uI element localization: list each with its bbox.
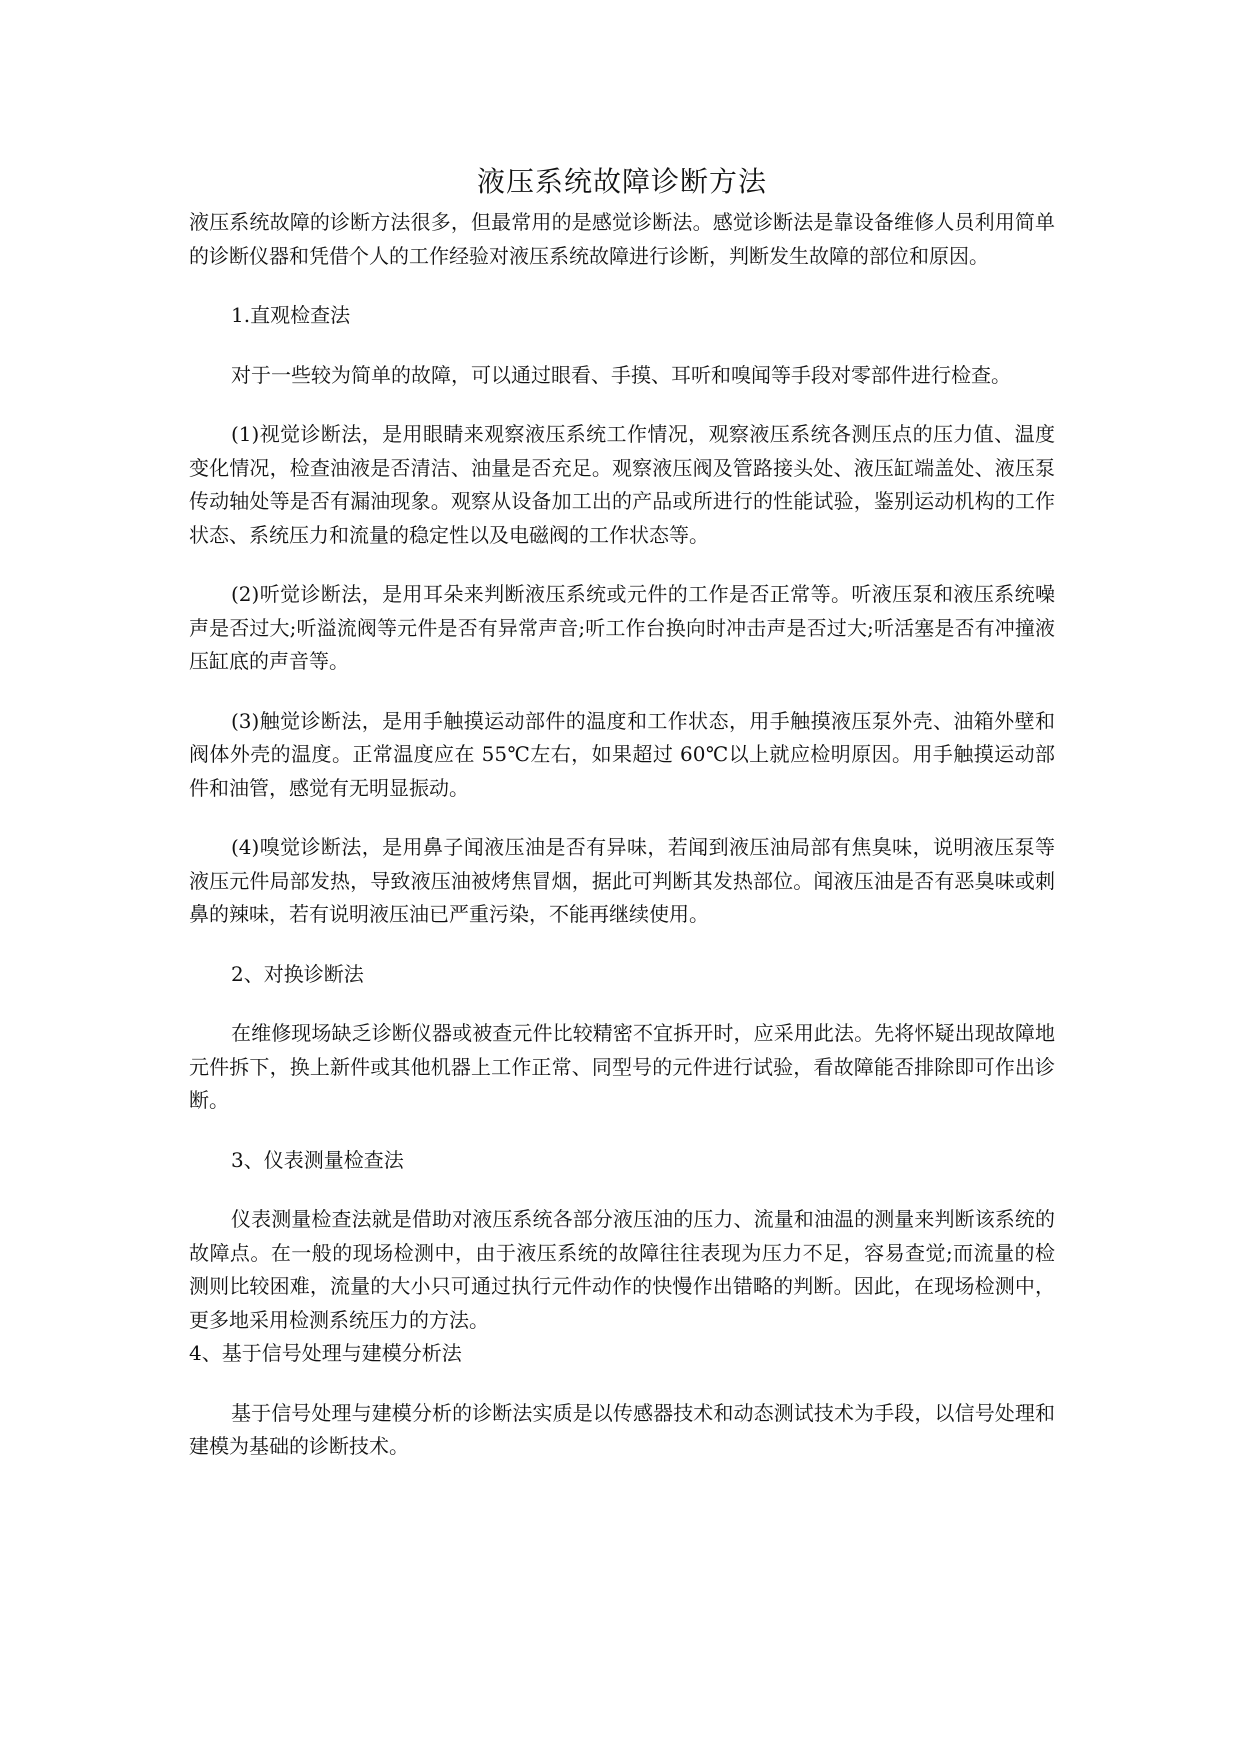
- tactile-diagnosis-paragraph: (3)触觉诊断法，是用手触摸运动部件的温度和工作状态，用手触摸液压泵外壳、油箱外壁和阀体外壳的温度。正常温度应在 55℃左右，如果超过 60℃以上就应检明原因。用手触摸运动部件和油管，感觉有无明显振动。: [189, 708, 1055, 800]
- section4-paragraph: 基于信号处理与建模分析的诊断法实质是以传感器技术和动态测试技术为手段，以信号处理和建模为基础的诊断技术。: [189, 1400, 1055, 1458]
- section1-heading: 1.直观检查法: [231, 303, 351, 327]
- section3-paragraph: 仪表测量检查法就是借助对液压系统各部分液压油的压力、流量和油温的测量来判断该系统的故障点。在一般的现场检测中，由于液压系统的故障往往表现为压力不足，容易查觉;而流量的检测则比较困难，流量的大小只可通过执行元件动作的快慢作出错略的判断。因此，在现场检测中，更多地采用检测系统压力的方法。: [189, 1207, 1055, 1332]
- olfactory-diagnosis-paragraph: (4)嗅觉诊断法，是用鼻子闻液压油是否有异味，若闻到液压油局部有焦臭味，说明液压泵等液压元件局部发热，导致液压油被烤焦冒烟，据此可判断其发热部位。闻液压油是否有恶臭味或刺鼻的辣味，若有说明液压油已严重污染，不能再继续使用。: [189, 835, 1055, 926]
- intro-paragraph: 液压系统故障的诊断方法很多，但最常用的是感觉诊断法。感觉诊断法是靠设备维修人员利用简单的诊断仪器和凭借个人的工作经验对液压系统故障进行诊断，判断发生故障的部位和原因。: [189, 210, 1055, 268]
- document-body: [189, 160, 1055, 1464]
- section1-lead-paragraph: 对于一些较为简单的故障，可以通过眼看、手摸、耳听和嗅闻等手段对零部件进行检查。: [231, 362, 1011, 387]
- section2-heading: 2、对换诊断法: [231, 961, 364, 986]
- section3-heading: 3、仪表测量检查法: [231, 1147, 404, 1172]
- section4-heading: 4、基于信号处理与建模分析法: [189, 1341, 462, 1365]
- visual-diagnosis-paragraph: (1)视觉诊断法，是用眼睛来观察液压系统工作情况，观察液压系统各测压点的压力值、温度变化情况，检查油液是否清洁、油量是否充足。观察液压阀及管路接头处、液压缸端盖处、液压泵传动轴处等是否有漏油现象。观察从设备加工出的产品或所进行的性能试验，鉴别运动机构的工作状态、系统压力和流量的稳定性以及电磁阀的工作状态等。: [189, 422, 1055, 547]
- section2-paragraph: 在维修现场缺乏诊断仪器或被查元件比较精密不宜拆开时，应采用此法。先将怀疑出现故障地元件拆下，换上新件或其他机器上工作正常、同型号的元件进行试验，看故障能否排除即可作出诊断。: [189, 1021, 1055, 1112]
- auditory-diagnosis-paragraph: (2)听觉诊断法，是用耳朵来判断液压系统或元件的工作是否正常等。听液压泵和液压系统噪声是否过大;听溢流阀等元件是否有异常声音;听工作台换向时冲击声是否过大;听活塞是否有冲撞液压缸底的声音等。: [189, 582, 1055, 673]
- document-title: 液压系统故障诊断方法: [476, 165, 767, 198]
